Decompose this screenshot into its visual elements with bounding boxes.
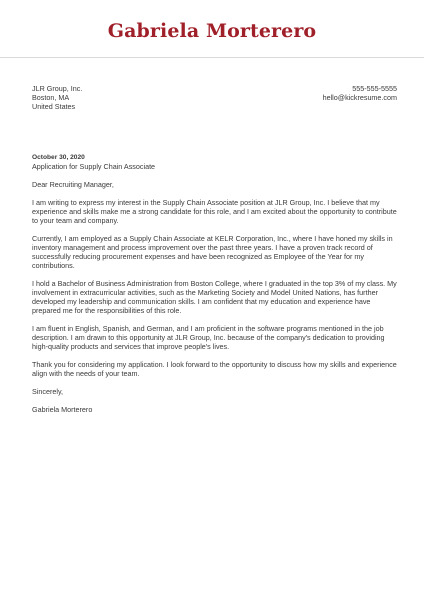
letter-subject: Application for Supply Chain Associate [32,162,156,171]
applicant-name: Gabriela Morterero [107,20,317,42]
letter-paragraph-5: Thank you for considering my application. I look forward to the opportunity to discuss how my skills and experience align with the needs of your team. [32,360,397,378]
sender-phone: 555-555-5555 [352,84,397,93]
letter-body [32,180,398,423]
sender-contact [323,84,397,102]
letter-greeting: Dear Recruiting Manager, [32,180,114,189]
recipient-address [32,84,82,111]
recipient-country: United States [32,102,76,111]
letter-date: October 30, 2020 [32,154,85,161]
letter-paragraph-1: I am writing to express my interest in the Supply Chain Associate position at JLR Group, Inc. I believe that my experience and skills make me a strong candidate for this role, and I am excited about the opportunity to contribute to your team and company. [32,198,397,225]
recipient-city: Boston, MA [32,93,70,102]
header-divider [0,57,424,58]
letter-signature: Gabriela Morterero [32,405,93,414]
letter-paragraph-3: I hold a Bachelor of Business Administration from Boston College, where I graduated in the top 3% of my class. My involvement in extracurricular activities, such as the Marketing Society and Model United Nations, has further developed my leadership and communication skills. I am confident that my education and experience have prepared me for the responsibilities of this role. [32,279,397,315]
letter-paragraph-2: Currently, I am employed as a Supply Chain Associate at KELR Corporation, Inc., where I have honed my skills in inventory management and process improvement over the past three years. I have a proven track record of successfully reducing procurement expenses and have been recognized as Employee of the Year for my contributions. [32,234,393,270]
letter-paragraph-4: I am fluent in English, Spanish, and German, and I am proficient in the software programs mentioned in the job description. I am drawn to this opportunity at JLR Group, Inc. because of the company's dedication to providing high-quality products and services that improve people's lives. [32,324,385,351]
recipient-company: JLR Group, Inc. [32,84,83,93]
sender-email: hello@kickresume.com [322,93,397,102]
letter-closing: Sincerely, [32,387,64,396]
